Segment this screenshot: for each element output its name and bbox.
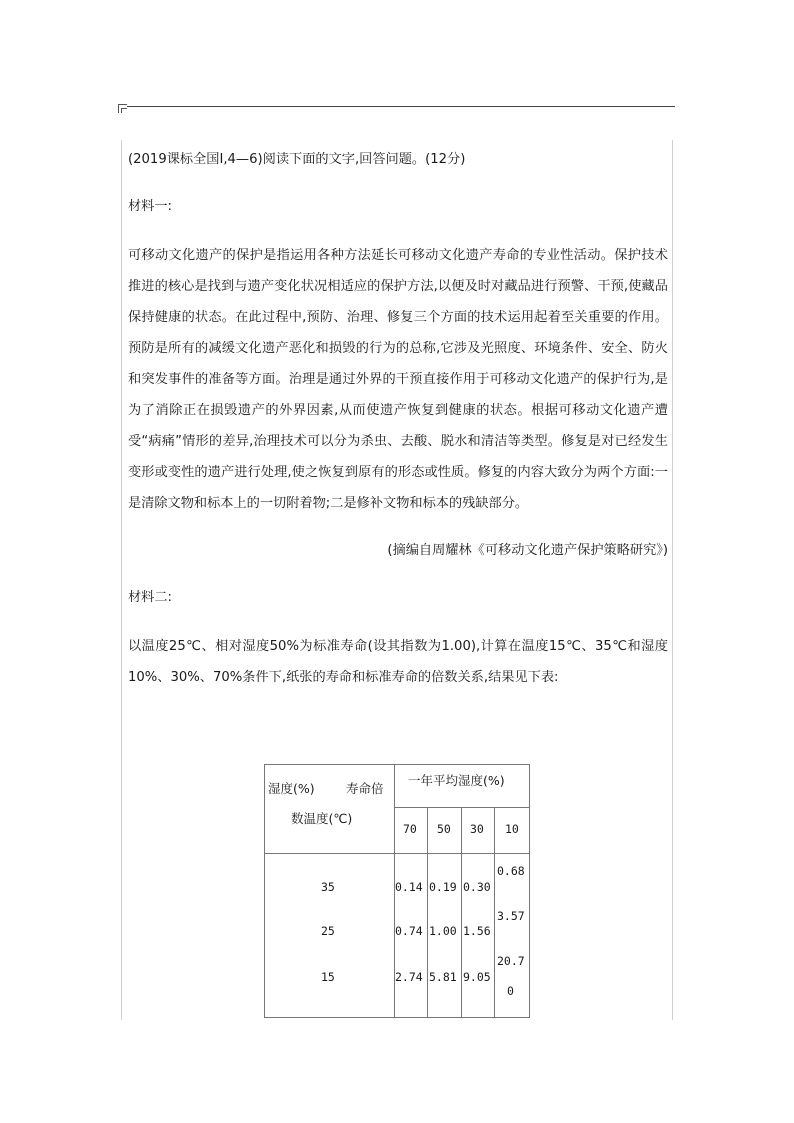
table-cell: 0.74 — [395, 924, 423, 938]
frame-right-border — [672, 140, 673, 1020]
corner-humidity-label: 湿度(%) — [268, 781, 315, 796]
table-cell: 3.57 — [497, 909, 525, 923]
material-one-heading: 材料一: — [128, 199, 173, 214]
corner-temperature-label: 数温度(℃) — [291, 811, 353, 826]
table-cell: 0.30 — [463, 880, 491, 894]
table-cell: 0 — [507, 984, 514, 998]
humidity-group-header: 一年平均湿度(%) — [408, 773, 505, 788]
paper-lifespan-table — [264, 764, 530, 1018]
material-two-body: 以温度25℃、相对湿度50%为标准寿命(设其指数为1.00),计算在温度15℃、35℃和湿度10%、30%、70%条件下,纸张的寿命和标准寿命的倍数关系,结果见下表: — [128, 639, 668, 685]
page-corner-mark — [118, 104, 127, 113]
document-body — [128, 144, 668, 693]
row-temp-15: 15 — [321, 970, 335, 984]
row-temp-25: 25 — [321, 924, 335, 938]
table-cell: 0.19 — [429, 880, 457, 894]
frame-left-border — [121, 140, 122, 1020]
material-one-body: 可移动文化遗产的保护是指运用各种方法延长可移动文化遗产寿命的专业性活动。保护技术推进的核心是找到与遗产变化状况相适应的保护方法,以便及时对藏品进行预警、干预,使藏品保持健康的状态。在此过程中,预防、治理、修复三个方面的技术运用起着至关重要的作用。预防是所有的减缓文化遗产恶化和损毁的行为的总称,它涉及光照度、环境条件、安全、防火和突发事件的准备等方面。治理是通过外界的干预直接作用于可移动文化遗产的保护行为,是为了消除正在损毁遗产的外界因素,从而使遗产恢复到健康的状态。根据可移动文化遗产遭受“病痛”情形的差异,治理技术可以分为杀虫、去酸、脱水和清洁等类型。修复是对已经发生变形或变性的遗产进行处理,使之恢复到原有的形态或性质。修复的内容大致分为两个方面:一是清除文物和标本上的一切附着物;二是修补文物和标本的残缺部分。 — [128, 248, 668, 511]
col-header-70: 70 — [403, 822, 417, 836]
corner-lifespan-label: 寿命倍 — [346, 781, 384, 796]
col-header-10: 10 — [505, 822, 519, 836]
table-cell: 0.68 — [497, 864, 525, 878]
material-two-heading: 材料二: — [128, 590, 173, 605]
question-intro: (2019课标全国Ⅰ,4—6)阅读下面的文字,回答问题。(12分) — [128, 152, 466, 167]
header-rule — [127, 106, 675, 107]
table-cell: 1.00 — [429, 924, 457, 938]
table-cell: 1.56 — [463, 924, 491, 938]
col-header-50: 50 — [437, 822, 451, 836]
table-cell: 2.74 — [395, 970, 423, 984]
material-one-citation: (摘编自周耀林《可移动文化遗产保护策略研究》) — [387, 543, 668, 558]
row-temp-35: 35 — [321, 880, 335, 894]
table-cell: 5.81 — [429, 970, 457, 984]
table-cell: 20.7 — [497, 954, 525, 968]
table-cell: 0.14 — [395, 880, 423, 894]
col-header-30: 30 — [470, 822, 484, 836]
table-cell: 9.05 — [463, 970, 491, 984]
